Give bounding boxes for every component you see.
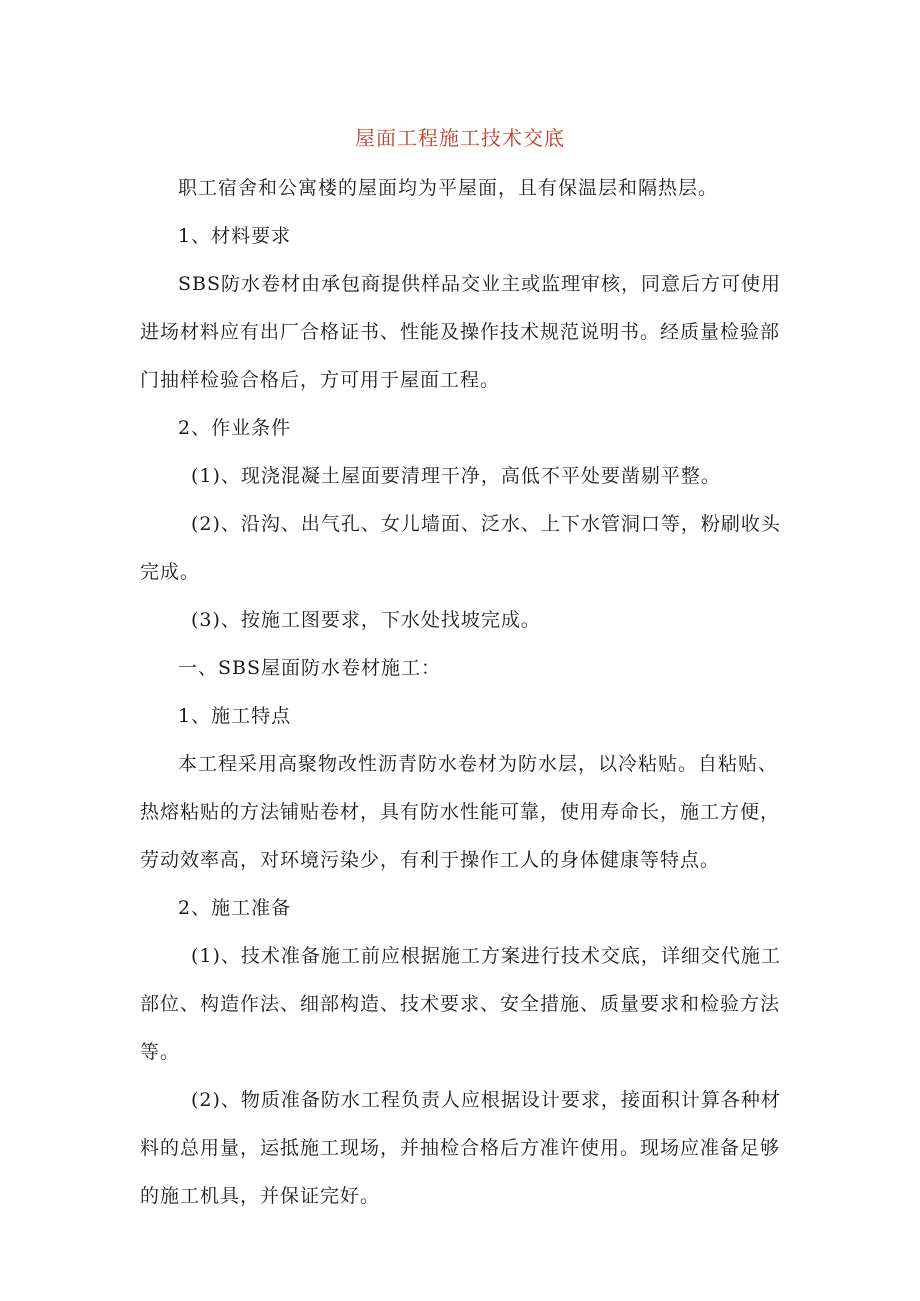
document-title: 屋面工程施工技术交底 bbox=[355, 126, 565, 150]
paragraph-line: 进场材料应有出厂合格证书、性能及操作技术规范说明书。经质量检验部 bbox=[140, 321, 781, 343]
paragraph-line: 的施工机具，并保证完好。 bbox=[140, 1185, 381, 1207]
list-item: (2)、沿沟、出气孔、女儿墙面、泛水、上下水管洞口等，粉刷收头 bbox=[191, 513, 781, 535]
list-item: (1)、技术准备施工前应根据施工方案进行技术交底，详细交代施工 bbox=[191, 945, 781, 967]
section-heading-materials: 1、材料要求 bbox=[178, 225, 292, 247]
paragraph-line: 完成。 bbox=[140, 561, 201, 583]
section-heading-preparation: 2、施工准备 bbox=[178, 897, 292, 919]
list-item: (3)、按施工图要求，下水处找坡完成。 bbox=[191, 609, 541, 631]
list-item: (2)、物质准备防水工程负责人应根据设计要求，接面积计算各种材 bbox=[191, 1089, 781, 1111]
paragraph-line: 门抽样检验合格后，方可用于屋面工程。 bbox=[140, 369, 501, 391]
intro-paragraph: 职工宿舍和公寓楼的屋面均为平屋面，且有保温层和隔热层。 bbox=[178, 177, 719, 199]
list-item: (1)、现浇混凝土屋面要清理干净，高低不平处要凿剔平整。 bbox=[191, 465, 721, 487]
paragraph-line: 部位、构造作法、细部构造、技术要求、安全措施、质量要求和检验方法 bbox=[140, 993, 781, 1015]
paragraph-line: 热熔粘贴的方法铺贴卷材，具有防水性能可靠，使用寿命长，施工方便， bbox=[140, 801, 781, 823]
paragraph-line: 料的总用量，运抵施工现场，并抽检合格后方准许使用。现场应准备足够 bbox=[140, 1137, 781, 1159]
paragraph-line: 劳动效率高，对环境污染少，有利于操作工人的身体健康等特点。 bbox=[140, 849, 721, 871]
section-heading-conditions: 2、作业条件 bbox=[178, 417, 292, 439]
paragraph-line: 本工程采用高聚物改性沥青防水卷材为防水层，以冷粘贴。自粘贴、 bbox=[178, 753, 779, 775]
paragraph-line: 等。 bbox=[140, 1041, 181, 1063]
chapter-heading-sbs: 一、SBS屋面防水卷材施工： bbox=[178, 657, 441, 679]
section-heading-features: 1、施工特点 bbox=[178, 705, 292, 727]
paragraph-line: SBS防水卷材由承包商提供样品交业主或监理审核，同意后方可使用 bbox=[178, 273, 781, 295]
